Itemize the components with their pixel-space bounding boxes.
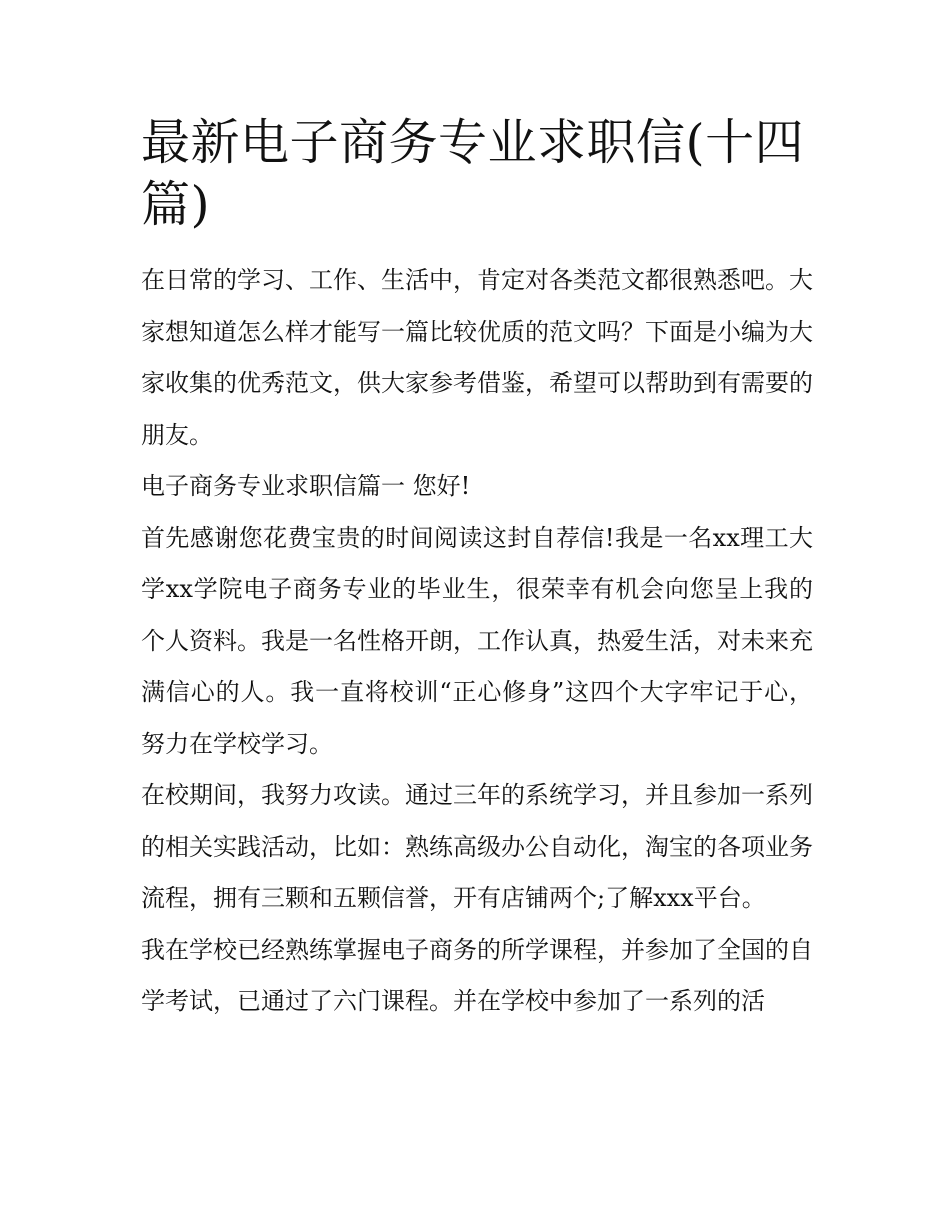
document-page: [141, 112, 813, 1028]
document-title: 最新电子商务专业求职信(十四篇): [141, 114, 805, 233]
intro-paragraph: 在日常的学习、工作、生活中，肯定对各类范文都很熟悉吧。大家想知道怎么样才能写一篇比较优质的范文吗？下面是小编为大家收集的优秀范文，供大家参考借鉴，希望可以帮助到有需要的朋友。: [141, 266, 813, 449]
body-paragraph: 我在学校已经熟练掌握电子商务的所学课程，并参加了全国的自学考试，已通过了六门课程。并在学校中参加了一系列的活: [141, 935, 813, 1015]
body-paragraph: 首先感谢您花费宝贵的时间阅读这封自荐信!我是一名xx理工大学xx学院电子商务专业的毕业生，很荣幸有机会向您呈上我的个人资料。我是一名性格开朗，工作认真，热爱生活，对未来充满信心的人。我一直将校训“正心修身”这四个大字牢记于心，努力在学校学习。: [141, 523, 813, 758]
body-paragraph: 在校期间，我努力攻读。通过三年的系统学习，并且参加一系列的相关实践活动，比如：熟练高级办公自动化，淘宝的各项业务流程，拥有三颗和五颗信誉，开有店铺两个;了解xxx平台。: [141, 781, 813, 912]
letter-heading-greeting: 电子商务专业求职信篇一 您好!: [141, 472, 471, 500]
